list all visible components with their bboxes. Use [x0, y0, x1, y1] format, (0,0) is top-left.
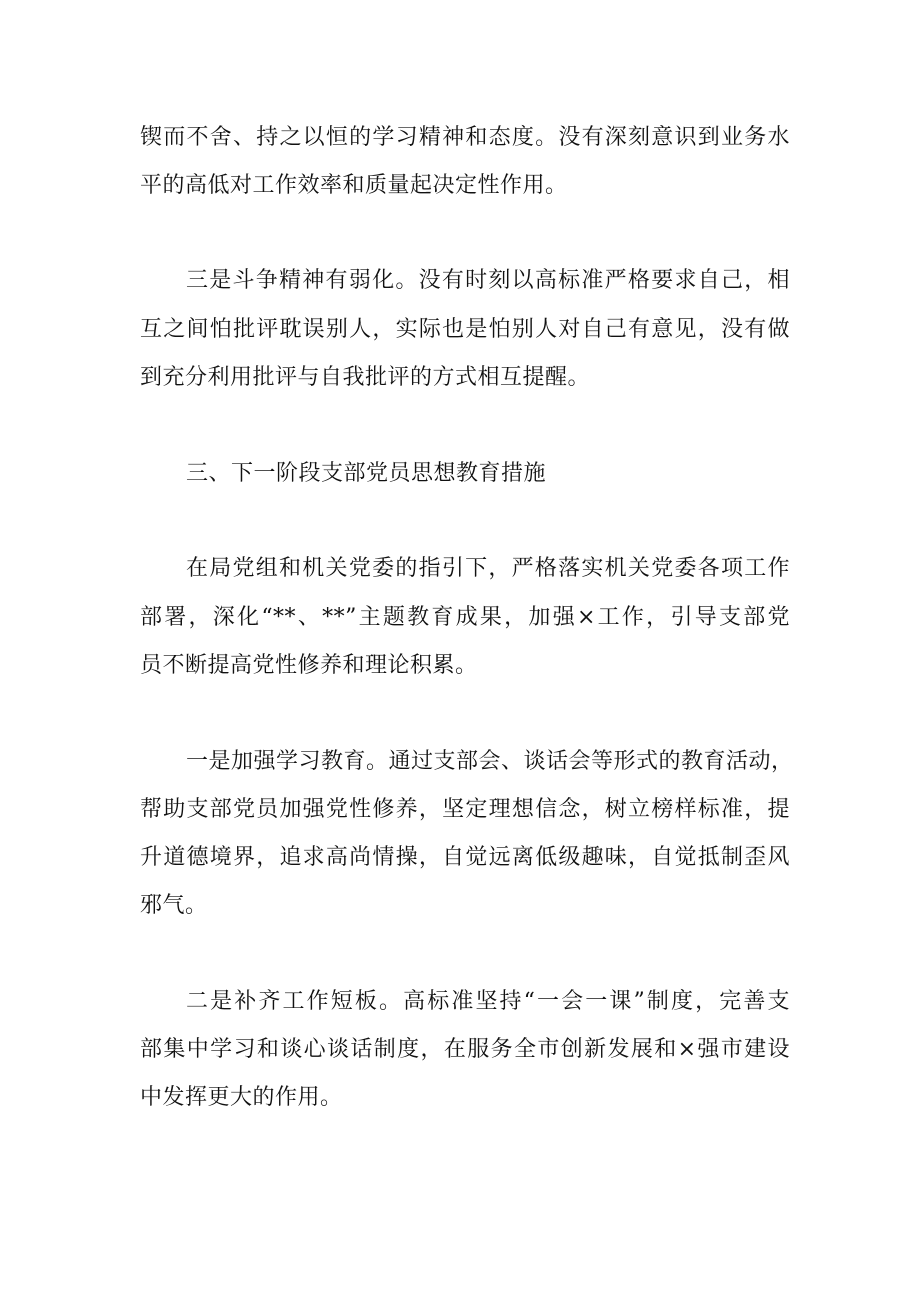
paragraph-line: 三是斗争精神有弱化。没有时刻以高标准严格要求自己，相 — [186, 268, 790, 293]
paragraph-line: 锲而不舍、持之以恒的学习精神和态度。没有深刻意识到业务水 — [140, 125, 790, 150]
paragraph-line: 升道德境界，追求高尚情操，自觉远离低级趣味，自觉抵制歪风 — [140, 845, 790, 870]
paragraph-line: 平的高低对工作效率和质量起决定性作用。 — [140, 173, 568, 198]
paragraph-line: 中发挥更大的作用。 — [140, 1085, 343, 1110]
paragraph-line: 邪气。 — [140, 893, 208, 918]
paragraph-line: 部集中学习和谈心谈话制度，在服务全市创新发展和×强市建设 — [140, 1037, 790, 1062]
paragraph-line: 二是补齐工作短板。高标准坚持“一会一课”制度，完善支 — [186, 989, 790, 1014]
paragraph-line: 互之间怕批评耽误别人，实际也是怕别人对自己有意见，没有做 — [140, 317, 790, 342]
paragraph-line: 一是加强学习教育。通过支部会、谈话会等形式的教育活动， — [186, 749, 794, 774]
paragraph-line: 部署，深化“**、**”主题教育成果，加强×工作，引导支部党 — [140, 605, 790, 630]
paragraph-line: 到充分利用批评与自我批评的方式相互提醒。 — [140, 365, 591, 390]
paragraph-line: 帮助支部党员加强党性修养，坚定理想信念，树立榜样标准，提 — [140, 797, 790, 822]
paragraph-line: 在局党组和机关党委的指引下，严格落实机关党委各项工作 — [186, 556, 790, 581]
paragraph-line: 员不断提高党性修养和理论积累。 — [140, 653, 478, 678]
section-heading: 三、下一阶段支部党员思想教育措施 — [186, 461, 547, 486]
